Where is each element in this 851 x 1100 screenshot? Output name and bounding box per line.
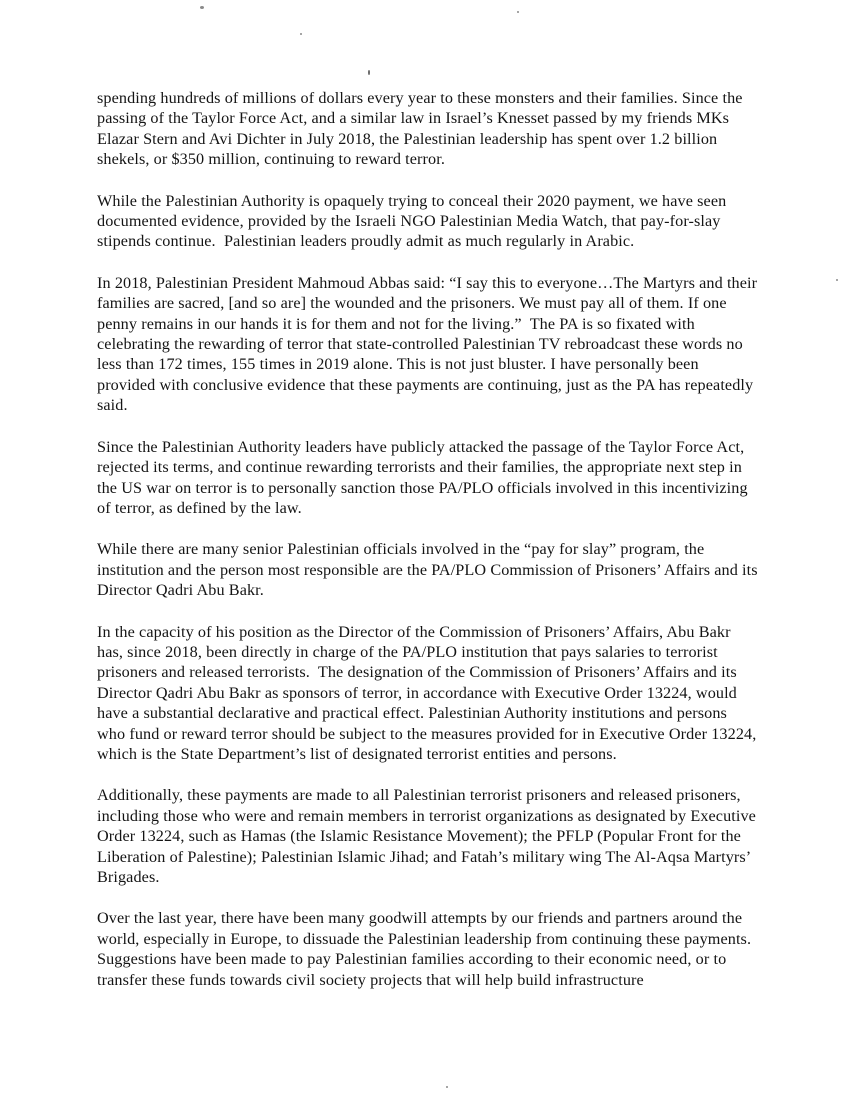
scan-speck bbox=[300, 33, 302, 35]
scan-speck bbox=[836, 279, 838, 281]
paragraph-3: In 2018, Palestinian President Mahmoud Abbas said: “I say this to everyone…The Martyrs and their families are sacred, [and so are] the wounded and the prisoners. We must pay all of them. If one penny remains in our hands it is for them and not for the living.” The PA is so fixated with celebrating the rewarding of terror that state-controlled Palestinian TV rebroadcast these words no less than 172 times, 155 times in 2019 alone. This is not just bluster. I have personally been provided with conclusive evidence that these payments are continuing, just as the PA has repeatedly said. bbox=[97, 273, 762, 415]
scan-speck bbox=[368, 70, 370, 75]
letter-body bbox=[97, 88, 762, 1011]
paragraph-6: In the capacity of his position as the Director of the Commission of Prisoners’ Affairs, Abu Bakr has, since 2018, been directly in charge of the PA/PLO institution that pays salaries to terrorist prisoners and released terrorists. The designation of the Commission of Prisoners’ Affairs and its Director Qadri Abu Bakr as sponsors of terror, in accordance with Executive Order 13224, would have a substantial declarative and practical effect. Palestinian Authority institutions and persons who fund or reward terror should be subject to the measures provided for in Executive Order 13224, which is the State Department’s list of designated terrorist entities and persons. bbox=[97, 622, 761, 763]
scan-speck bbox=[517, 11, 519, 13]
scan-speck bbox=[200, 6, 204, 9]
scan-speck bbox=[446, 1086, 448, 1088]
paragraph-2: While the Palestinian Authority is opaquely trying to conceal their 2020 payment, we have seen documented evidence, provided by the Israeli NGO Palestinian Media Watch, that pay-for-slay stipends continue. Palestinian leaders proudly admit as much regularly in Arabic. bbox=[97, 191, 731, 251]
paragraph-4: Since the Palestinian Authority leaders have publicly attacked the passage of the Taylor Force Act, rejected its terms, and continue rewarding terrorists and their families, the appropriate next step in the US war on terror is to personally sanction those PA/PLO officials involved in this incentivizing of terror, as defined by the law. bbox=[97, 437, 752, 517]
paragraph-1: spending hundreds of millions of dollars every year to these monsters and their families. Since the passing of the Taylor Force Act, and a similar law in Israel’s Knesset passed by my friends MKs Elazar Stern and Avi Dichter in July 2018, the Palestinian leadership has spent over 1.2 billion shekels, or $350 million, continuing to reward terror. bbox=[97, 89, 747, 169]
paragraph-5: While there are many senior Palestinian officials involved in the “pay for slay” program, the institution and the person most responsible are the PA/PLO Commission of Prisoners’ Affairs and its Director Qadri Abu Bakr. bbox=[97, 540, 762, 600]
paragraph-8: Over the last year, there have been many goodwill attempts by our friends and partners around the world, especially in Europe, to dissuade the Palestinian leadership from continuing these payments. Suggestions have been made to pay Palestinian families according to their economic need, or to transfer these funds towards civil society projects that will help build infrastructure bbox=[97, 909, 756, 989]
paragraph-7: Additionally, these payments are made to all Palestinian terrorist prisoners and released prisoners, including those who were and remain members in terrorist organizations as designated by Executive Order 13224, such as Hamas (the Islamic Resistance Movement); the PFLP (Popular Front for the Liberation of Palestine); Palestinian Islamic Jihad; and Fatah’s military wing The Al-Aqsa Martyrs’ Brigades. bbox=[97, 786, 761, 886]
